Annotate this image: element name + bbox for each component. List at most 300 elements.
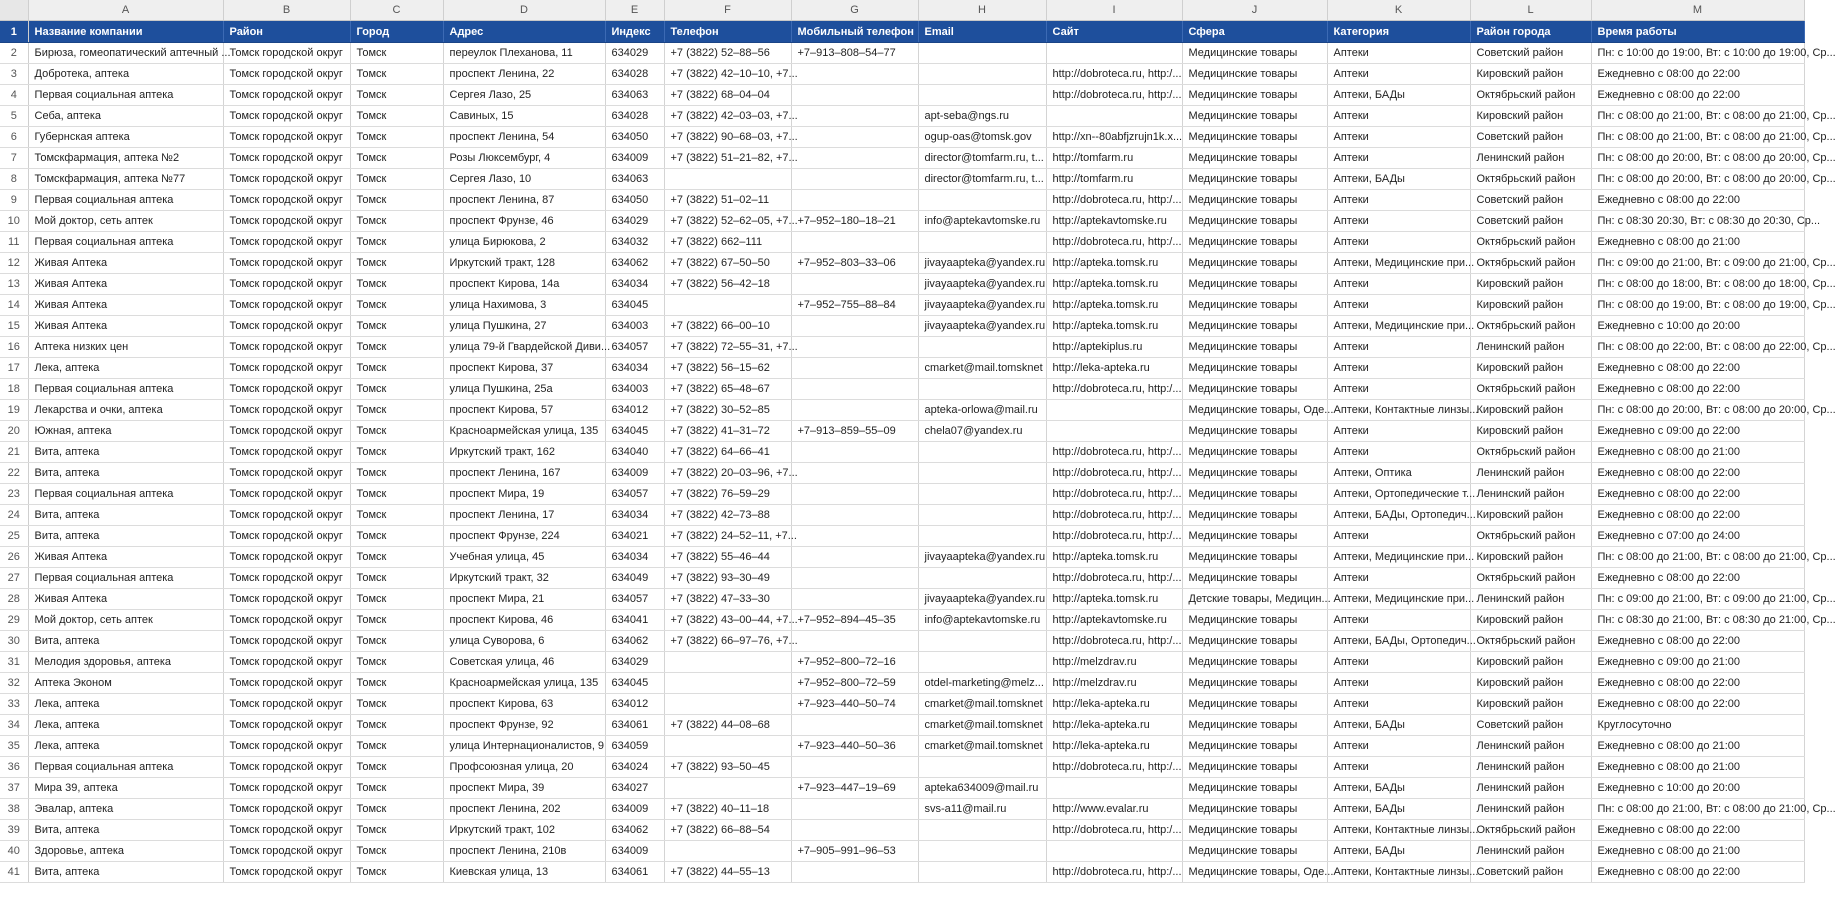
data-cell[interactable]: Томск [350, 127, 443, 148]
data-cell[interactable]: Ленинский район [1470, 589, 1591, 610]
data-cell[interactable]: Октябрьский район [1470, 169, 1591, 190]
data-cell[interactable]: Ленинский район [1470, 736, 1591, 757]
data-cell[interactable]: Томск городской округ [223, 253, 350, 274]
data-cell[interactable]: +7 (3822) 93‒50‒45 [664, 757, 791, 778]
data-cell[interactable]: http://leka-apteka.ru [1046, 736, 1182, 757]
data-cell[interactable] [1046, 106, 1182, 127]
data-cell[interactable]: Томск [350, 715, 443, 736]
row-number[interactable]: 21 [0, 442, 28, 463]
data-cell[interactable]: Киевская улица, 13 [443, 862, 605, 883]
data-cell[interactable]: проспект Кирова, 57 [443, 400, 605, 421]
data-cell[interactable]: +7 (3822) 68‒04‒04 [664, 85, 791, 106]
data-cell[interactable] [791, 484, 918, 505]
data-cell[interactable]: cmarket@mail.tomsknet [918, 694, 1046, 715]
data-cell[interactable] [918, 820, 1046, 841]
data-cell[interactable]: Медицинские товары [1182, 820, 1327, 841]
data-cell[interactable]: Вита, аптека [28, 631, 223, 652]
column-letter-header[interactable]: H [918, 0, 1046, 21]
data-cell[interactable]: jivayaapteka@yandex.ru [918, 316, 1046, 337]
data-cell[interactable] [791, 631, 918, 652]
header-cell[interactable]: Email [918, 21, 1046, 43]
data-cell[interactable]: Ежедневно с 08:00 до 22:00 [1591, 568, 1804, 589]
data-cell[interactable]: Медицинские товары [1182, 148, 1327, 169]
data-cell[interactable]: Ежедневно с 08:00 до 22:00 [1591, 505, 1804, 526]
data-cell[interactable]: Аптеки, БАДы [1327, 715, 1470, 736]
data-cell[interactable]: Пн: с 08:00 до 21:00, Вт: с 08:00 до 21:00, Ср... [1591, 106, 1804, 127]
data-cell[interactable]: Пн: с 08:30 20:30, Вт: с 08:30 до 20:30, Ср... [1591, 211, 1804, 232]
data-cell[interactable]: Медицинские товары [1182, 505, 1327, 526]
data-cell[interactable] [791, 715, 918, 736]
data-cell[interactable]: Медицинские товары [1182, 232, 1327, 253]
data-cell[interactable]: Ежедневно с 08:00 до 22:00 [1591, 85, 1804, 106]
data-cell[interactable]: Томск [350, 610, 443, 631]
data-cell[interactable] [918, 232, 1046, 253]
data-cell[interactable]: Медицинские товары [1182, 841, 1327, 862]
data-cell[interactable]: Ленинский район [1470, 757, 1591, 778]
data-cell[interactable]: Вита, аптека [28, 526, 223, 547]
row-number[interactable]: 41 [0, 862, 28, 883]
data-cell[interactable]: +7 (3822) 41‒31‒72 [664, 421, 791, 442]
data-cell[interactable]: http://apteka.tomsk.ru [1046, 295, 1182, 316]
data-cell[interactable]: Савиных, 15 [443, 106, 605, 127]
data-cell[interactable]: Томск городской округ [223, 232, 350, 253]
data-cell[interactable]: Ежедневно с 08:00 до 22:00 [1591, 484, 1804, 505]
data-cell[interactable]: Томск [350, 547, 443, 568]
data-cell[interactable] [918, 526, 1046, 547]
data-cell[interactable] [791, 379, 918, 400]
data-cell[interactable]: Вита, аптека [28, 862, 223, 883]
data-cell[interactable]: Аптеки [1327, 526, 1470, 547]
column-letter-header[interactable]: B [223, 0, 350, 21]
data-cell[interactable]: Томск [350, 106, 443, 127]
row-number[interactable]: 14 [0, 295, 28, 316]
data-cell[interactable]: Медицинские товары [1182, 631, 1327, 652]
data-cell[interactable]: Первая социальная аптека [28, 568, 223, 589]
data-cell[interactable]: jivayaapteka@yandex.ru [918, 253, 1046, 274]
data-cell[interactable]: улица Интернационалистов, 9 [443, 736, 605, 757]
data-cell[interactable]: Томск городской округ [223, 148, 350, 169]
data-cell[interactable]: Томск [350, 757, 443, 778]
data-cell[interactable]: 634012 [605, 694, 664, 715]
data-cell[interactable]: проспект Ленина, 202 [443, 799, 605, 820]
data-cell[interactable] [791, 547, 918, 568]
data-cell[interactable]: Томск [350, 253, 443, 274]
data-cell[interactable]: улица Пушкина, 27 [443, 316, 605, 337]
data-cell[interactable]: jivayaapteka@yandex.ru [918, 547, 1046, 568]
data-cell[interactable]: Пн: с 08:00 до 20:00, Вт: с 08:00 до 20:00, Ср... [1591, 400, 1804, 421]
data-cell[interactable]: 634061 [605, 715, 664, 736]
header-cell[interactable]: Название компании [28, 21, 223, 43]
data-cell[interactable]: http://apteka.tomsk.ru [1046, 274, 1182, 295]
data-cell[interactable]: http://melzdrav.ru [1046, 673, 1182, 694]
data-cell[interactable] [791, 568, 918, 589]
data-cell[interactable]: Ежедневно с 08:00 до 22:00 [1591, 463, 1804, 484]
data-cell[interactable]: 634021 [605, 526, 664, 547]
data-cell[interactable]: http://tomfarm.ru [1046, 148, 1182, 169]
data-cell[interactable]: Живая Аптека [28, 547, 223, 568]
data-cell[interactable] [791, 757, 918, 778]
data-cell[interactable]: Ежедневно с 08:00 до 21:00 [1591, 736, 1804, 757]
data-cell[interactable]: +7 (3822) 30‒52‒85 [664, 400, 791, 421]
row-number[interactable]: 29 [0, 610, 28, 631]
data-cell[interactable] [918, 190, 1046, 211]
data-cell[interactable]: проспект Ленина, 17 [443, 505, 605, 526]
data-cell[interactable]: Пн: с 08:00 до 18:00, Вт: с 08:00 до 18:00, Ср... [1591, 274, 1804, 295]
data-cell[interactable]: Аптеки [1327, 64, 1470, 85]
data-cell[interactable]: Первая социальная аптека [28, 190, 223, 211]
data-cell[interactable] [918, 484, 1046, 505]
data-cell[interactable]: Медицинские товары [1182, 484, 1327, 505]
data-cell[interactable]: http://dobroteca.ru, http:/... [1046, 442, 1182, 463]
data-cell[interactable]: Аптеки, Контактные линзы... [1327, 820, 1470, 841]
data-cell[interactable]: director@tomfarm.ru, t... [918, 148, 1046, 169]
data-cell[interactable]: http://aptekavtomske.ru [1046, 211, 1182, 232]
data-cell[interactable]: +7 (3822) 51‒21‒82, +7... [664, 148, 791, 169]
row-number[interactable]: 26 [0, 547, 28, 568]
data-cell[interactable] [1046, 778, 1182, 799]
data-cell[interactable]: 634034 [605, 358, 664, 379]
data-cell[interactable]: Первая социальная аптека [28, 484, 223, 505]
data-cell[interactable]: +7 (3822) 40‒11‒18 [664, 799, 791, 820]
data-cell[interactable]: Томск городской округ [223, 484, 350, 505]
data-cell[interactable]: 634062 [605, 820, 664, 841]
data-cell[interactable]: http://dobroteca.ru, http:/... [1046, 190, 1182, 211]
data-cell[interactable]: Иркутский тракт, 162 [443, 442, 605, 463]
data-cell[interactable]: info@aptekavtomske.ru [918, 211, 1046, 232]
data-cell[interactable]: +7 (3822) 44‒55‒13 [664, 862, 791, 883]
data-cell[interactable]: Мелодия здоровья, аптека [28, 652, 223, 673]
data-cell[interactable]: Советский район [1470, 127, 1591, 148]
data-cell[interactable]: Медицинские товары [1182, 463, 1327, 484]
data-cell[interactable]: 634034 [605, 274, 664, 295]
data-cell[interactable]: Живая Аптека [28, 295, 223, 316]
data-cell[interactable]: Медицинские товары [1182, 316, 1327, 337]
data-cell[interactable]: Томск городской округ [223, 127, 350, 148]
data-cell[interactable]: переулок Плеханова, 11 [443, 43, 605, 64]
data-cell[interactable]: 634009 [605, 148, 664, 169]
header-cell[interactable]: Телефон [664, 21, 791, 43]
data-cell[interactable]: Томск [350, 442, 443, 463]
data-cell[interactable]: Медицинские товары [1182, 442, 1327, 463]
data-cell[interactable]: 634050 [605, 190, 664, 211]
data-cell[interactable]: улица Суворова, 6 [443, 631, 605, 652]
data-cell[interactable]: Иркутский тракт, 102 [443, 820, 605, 841]
data-cell[interactable]: Ленинский район [1470, 463, 1591, 484]
data-cell[interactable]: +7‒913‒808‒54‒77 [791, 43, 918, 64]
data-cell[interactable]: Томск [350, 295, 443, 316]
data-cell[interactable]: Октябрьский район [1470, 379, 1591, 400]
data-cell[interactable]: 634009 [605, 799, 664, 820]
data-cell[interactable]: Аптеки [1327, 736, 1470, 757]
data-cell[interactable]: +7 (3822) 20‒03‒96, +7... [664, 463, 791, 484]
data-cell[interactable]: Советская улица, 46 [443, 652, 605, 673]
data-cell[interactable]: Ежедневно с 08:00 до 21:00 [1591, 841, 1804, 862]
data-cell[interactable] [1046, 841, 1182, 862]
data-cell[interactable]: Томск [350, 841, 443, 862]
data-cell[interactable]: Ежедневно с 08:00 до 22:00 [1591, 631, 1804, 652]
data-cell[interactable]: Томск [350, 484, 443, 505]
data-cell[interactable]: Пн: с 08:00 до 19:00, Вт: с 08:00 до 19:00, Ср... [1591, 295, 1804, 316]
data-cell[interactable]: Томск городской округ [223, 106, 350, 127]
row-number[interactable]: 20 [0, 421, 28, 442]
data-cell[interactable] [1046, 421, 1182, 442]
header-cell[interactable]: Адрес [443, 21, 605, 43]
data-cell[interactable]: Аптеки, Медицинские при... [1327, 253, 1470, 274]
column-letter-header[interactable]: L [1470, 0, 1591, 21]
data-cell[interactable]: http://xn--80abfjzrujn1k.x... [1046, 127, 1182, 148]
data-cell[interactable]: 634003 [605, 379, 664, 400]
row-number[interactable]: 1 [0, 21, 28, 43]
data-cell[interactable]: Медицинские товары, Оде... [1182, 400, 1327, 421]
data-cell[interactable]: +7‒905‒991‒96‒53 [791, 841, 918, 862]
data-cell[interactable]: Томск городской округ [223, 64, 350, 85]
data-cell[interactable]: проспект Кирова, 46 [443, 610, 605, 631]
data-cell[interactable]: Ежедневно с 08:00 до 22:00 [1591, 820, 1804, 841]
data-cell[interactable]: Аптеки, Ортопедические т... [1327, 484, 1470, 505]
data-cell[interactable]: +7‒952‒800‒72‒59 [791, 673, 918, 694]
data-cell[interactable]: Лека, аптека [28, 358, 223, 379]
data-cell[interactable]: проспект Фрунзе, 224 [443, 526, 605, 547]
data-cell[interactable]: Томск [350, 337, 443, 358]
column-letter-header[interactable]: M [1591, 0, 1804, 21]
data-cell[interactable]: Томск городской округ [223, 757, 350, 778]
data-cell[interactable]: Аптеки, Медицинские при... [1327, 589, 1470, 610]
data-cell[interactable]: http://dobroteca.ru, http:/... [1046, 862, 1182, 883]
data-cell[interactable]: +7 (3822) 90‒68‒03, +7... [664, 127, 791, 148]
data-cell[interactable]: проспект Ленина, 54 [443, 127, 605, 148]
data-cell[interactable]: Томск [350, 799, 443, 820]
data-cell[interactable]: cmarket@mail.tomsknet [918, 715, 1046, 736]
data-cell[interactable]: http://dobroteca.ru, http:/... [1046, 568, 1182, 589]
data-cell[interactable]: проспект Ленина, 167 [443, 463, 605, 484]
data-cell[interactable]: проспект Фрунзе, 92 [443, 715, 605, 736]
data-cell[interactable]: Сергея Лазо, 25 [443, 85, 605, 106]
data-cell[interactable]: Мой доктор, сеть аптек [28, 211, 223, 232]
data-cell[interactable]: http://aptekavtomske.ru [1046, 610, 1182, 631]
data-cell[interactable]: info@aptekavtomske.ru [918, 610, 1046, 631]
data-cell[interactable]: Аптеки, Медицинские при... [1327, 316, 1470, 337]
data-cell[interactable]: Медицинские товары [1182, 106, 1327, 127]
data-cell[interactable]: Аптеки, БАДы [1327, 799, 1470, 820]
data-cell[interactable]: Живая Аптека [28, 316, 223, 337]
data-cell[interactable]: 634061 [605, 862, 664, 883]
data-cell[interactable] [918, 505, 1046, 526]
data-cell[interactable]: Аптеки [1327, 673, 1470, 694]
data-cell[interactable]: http://aptekiplus.ru [1046, 337, 1182, 358]
data-cell[interactable]: http://dobroteca.ru, http:/... [1046, 526, 1182, 547]
data-cell[interactable]: Томск городской округ [223, 169, 350, 190]
data-cell[interactable]: http://dobroteca.ru, http:/... [1046, 85, 1182, 106]
data-cell[interactable]: http://apteka.tomsk.ru [1046, 253, 1182, 274]
data-cell[interactable]: Сергея Лазо, 10 [443, 169, 605, 190]
data-cell[interactable]: проспект Мира, 19 [443, 484, 605, 505]
data-cell[interactable]: 634027 [605, 778, 664, 799]
data-cell[interactable] [791, 442, 918, 463]
data-cell[interactable]: Ленинский район [1470, 841, 1591, 862]
data-cell[interactable]: Томск [350, 694, 443, 715]
row-number[interactable]: 3 [0, 64, 28, 85]
data-cell[interactable]: +7 (3822) 24‒52‒11, +7... [664, 526, 791, 547]
data-cell[interactable]: Аптеки, БАДы, Ортопедич... [1327, 631, 1470, 652]
data-cell[interactable]: +7‒913‒859‒55‒09 [791, 421, 918, 442]
data-cell[interactable]: Пн: с 10:00 до 19:00, Вт: с 10:00 до 19:00, Ср... [1591, 43, 1804, 64]
data-cell[interactable]: Советский район [1470, 715, 1591, 736]
data-cell[interactable]: Аптеки [1327, 106, 1470, 127]
data-cell[interactable]: Ежедневно с 09:00 до 22:00 [1591, 421, 1804, 442]
data-cell[interactable]: Медицинские товары [1182, 379, 1327, 400]
data-cell[interactable]: Аптеки [1327, 337, 1470, 358]
data-cell[interactable] [918, 442, 1046, 463]
data-cell[interactable]: Октябрьский район [1470, 316, 1591, 337]
data-cell[interactable]: Аптеки, Оптика [1327, 463, 1470, 484]
data-cell[interactable]: 634029 [605, 211, 664, 232]
data-cell[interactable] [791, 316, 918, 337]
data-cell[interactable] [664, 841, 791, 862]
data-cell[interactable]: Советский район [1470, 211, 1591, 232]
data-cell[interactable]: Кировский район [1470, 610, 1591, 631]
data-cell[interactable]: Октябрьский район [1470, 85, 1591, 106]
data-cell[interactable] [791, 169, 918, 190]
data-cell[interactable]: 634029 [605, 652, 664, 673]
row-number[interactable]: 38 [0, 799, 28, 820]
row-number[interactable]: 34 [0, 715, 28, 736]
data-cell[interactable]: +7 (3822) 56‒15‒62 [664, 358, 791, 379]
row-number[interactable]: 16 [0, 337, 28, 358]
data-cell[interactable]: Круглосуточно [1591, 715, 1804, 736]
data-cell[interactable]: Аптеки [1327, 211, 1470, 232]
data-cell[interactable] [791, 148, 918, 169]
data-cell[interactable]: http://dobroteca.ru, http:/... [1046, 64, 1182, 85]
data-cell[interactable]: Ежедневно с 08:00 до 22:00 [1591, 358, 1804, 379]
column-letter-header[interactable]: A [28, 0, 223, 21]
data-cell[interactable]: Аптеки [1327, 379, 1470, 400]
data-cell[interactable]: Томск [350, 820, 443, 841]
data-cell[interactable]: 634009 [605, 463, 664, 484]
data-cell[interactable]: +7 (3822) 51‒02‒11 [664, 190, 791, 211]
row-number[interactable]: 30 [0, 631, 28, 652]
data-cell[interactable]: +7‒923‒447‒19‒69 [791, 778, 918, 799]
data-cell[interactable]: Ежедневно с 07:00 до 24:00 [1591, 526, 1804, 547]
data-cell[interactable]: Томск [350, 85, 443, 106]
data-cell[interactable]: Ежедневно с 08:00 до 22:00 [1591, 694, 1804, 715]
data-cell[interactable]: Томск городской округ [223, 841, 350, 862]
data-cell[interactable]: 634040 [605, 442, 664, 463]
data-cell[interactable]: 634062 [605, 253, 664, 274]
data-cell[interactable]: Кировский район [1470, 295, 1591, 316]
data-cell[interactable]: Советский район [1470, 862, 1591, 883]
data-cell[interactable]: Томск городской округ [223, 400, 350, 421]
data-cell[interactable]: 634059 [605, 736, 664, 757]
data-cell[interactable]: Иркутский тракт, 32 [443, 568, 605, 589]
data-cell[interactable]: Медицинские товары [1182, 211, 1327, 232]
data-cell[interactable]: +7 (3822) 66‒00‒10 [664, 316, 791, 337]
data-cell[interactable]: Томск городской округ [223, 694, 350, 715]
data-cell[interactable]: Кировский район [1470, 400, 1591, 421]
data-cell[interactable]: 634045 [605, 295, 664, 316]
data-cell[interactable]: jivayaapteka@yandex.ru [918, 295, 1046, 316]
row-number[interactable]: 8 [0, 169, 28, 190]
data-cell[interactable]: +7 (3822) 72‒55‒31, +7... [664, 337, 791, 358]
data-cell[interactable]: Кировский район [1470, 274, 1591, 295]
data-cell[interactable]: Ежедневно с 09:00 до 21:00 [1591, 652, 1804, 673]
data-cell[interactable]: Южная, аптека [28, 421, 223, 442]
data-cell[interactable]: 634063 [605, 85, 664, 106]
data-cell[interactable]: Томск городской округ [223, 589, 350, 610]
data-cell[interactable]: Советский район [1470, 190, 1591, 211]
data-cell[interactable]: +7 (3822) 43‒00‒44, +7... [664, 610, 791, 631]
data-cell[interactable]: Медицинские товары [1182, 652, 1327, 673]
data-cell[interactable]: Пн: с 08:30 до 21:00, Вт: с 08:30 до 21:00, Ср... [1591, 610, 1804, 631]
data-cell[interactable]: Ежедневно с 10:00 до 20:00 [1591, 316, 1804, 337]
data-cell[interactable]: Ежедневно с 10:00 до 20:00 [1591, 778, 1804, 799]
data-cell[interactable]: Томск [350, 43, 443, 64]
data-cell[interactable]: Ежедневно с 08:00 до 22:00 [1591, 379, 1804, 400]
data-cell[interactable]: Медицинские товары [1182, 673, 1327, 694]
data-cell[interactable] [791, 127, 918, 148]
data-cell[interactable]: 634063 [605, 169, 664, 190]
data-cell[interactable]: 634029 [605, 43, 664, 64]
data-cell[interactable] [791, 589, 918, 610]
data-cell[interactable]: Аптеки [1327, 148, 1470, 169]
data-cell[interactable]: 634032 [605, 232, 664, 253]
row-number[interactable]: 22 [0, 463, 28, 484]
data-cell[interactable]: Томск городской округ [223, 526, 350, 547]
data-cell[interactable]: Пн: с 08:00 до 21:00, Вт: с 08:00 до 21:00, Ср... [1591, 127, 1804, 148]
data-cell[interactable]: Ежедневно с 08:00 до 22:00 [1591, 190, 1804, 211]
data-cell[interactable]: Октябрьский район [1470, 442, 1591, 463]
data-cell[interactable]: Томск [350, 526, 443, 547]
data-cell[interactable]: Томск [350, 673, 443, 694]
data-cell[interactable]: +7‒952‒800‒72‒16 [791, 652, 918, 673]
data-cell[interactable]: Томск [350, 505, 443, 526]
data-cell[interactable]: Аптеки [1327, 757, 1470, 778]
data-cell[interactable] [664, 673, 791, 694]
data-cell[interactable]: Медицинские товары [1182, 778, 1327, 799]
data-cell[interactable]: Кировский район [1470, 358, 1591, 379]
row-number[interactable]: 7 [0, 148, 28, 169]
row-number[interactable]: 33 [0, 694, 28, 715]
data-cell[interactable]: Живая Аптека [28, 589, 223, 610]
data-cell[interactable]: http://apteka.tomsk.ru [1046, 316, 1182, 337]
data-cell[interactable]: +7 (3822) 66‒97‒76, +7... [664, 631, 791, 652]
data-cell[interactable]: 634050 [605, 127, 664, 148]
data-cell[interactable] [918, 463, 1046, 484]
data-cell[interactable]: Себа, аптека [28, 106, 223, 127]
data-cell[interactable]: проспект Ленина, 210в [443, 841, 605, 862]
data-cell[interactable]: Томск [350, 736, 443, 757]
data-cell[interactable]: Аптеки, БАДы [1327, 85, 1470, 106]
data-cell[interactable]: проспект Кирова, 14а [443, 274, 605, 295]
row-number[interactable]: 23 [0, 484, 28, 505]
data-cell[interactable] [791, 232, 918, 253]
data-cell[interactable]: Томск городской округ [223, 673, 350, 694]
column-letter-header[interactable]: C [350, 0, 443, 21]
data-cell[interactable]: Лека, аптека [28, 694, 223, 715]
data-cell[interactable]: Томск [350, 379, 443, 400]
data-cell[interactable] [1046, 43, 1182, 64]
data-cell[interactable]: 634062 [605, 631, 664, 652]
data-cell[interactable]: Аптеки [1327, 232, 1470, 253]
column-letter-header[interactable]: G [791, 0, 918, 21]
data-cell[interactable]: Томск городской округ [223, 337, 350, 358]
data-cell[interactable]: Медицинские товары [1182, 736, 1327, 757]
data-cell[interactable]: Эвалар, аптека [28, 799, 223, 820]
data-cell[interactable]: Томск [350, 358, 443, 379]
data-cell[interactable]: Томск городской округ [223, 316, 350, 337]
data-cell[interactable]: Медицинские товары [1182, 64, 1327, 85]
row-number[interactable]: 28 [0, 589, 28, 610]
data-cell[interactable]: Красноармейская улица, 135 [443, 673, 605, 694]
